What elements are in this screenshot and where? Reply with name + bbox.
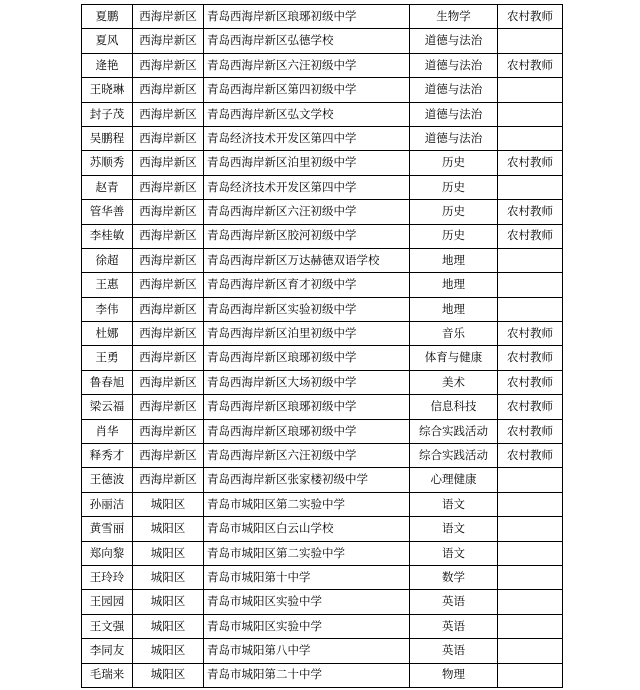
table-row (82, 541, 563, 565)
school-cell: 青岛西海岸新区弘文学校 (204, 102, 410, 126)
note-cell (498, 639, 563, 663)
note-cell: 农村教师 (498, 5, 563, 29)
table-row (82, 322, 563, 346)
note-cell (498, 492, 563, 516)
school-cell: 青岛市城阳区第二实验中学 (204, 492, 410, 516)
district-cell: 西海岸新区 (133, 102, 204, 126)
teacher-name-cell: 王玲玲 (82, 565, 133, 589)
district-cell: 西海岸新区 (133, 5, 204, 29)
school-cell: 青岛西海岸新区育才初级中学 (204, 273, 410, 297)
district-cell: 西海岸新区 (133, 468, 204, 492)
note-cell: 农村教师 (498, 370, 563, 394)
teacher-name-cell: 黄雪丽 (82, 517, 133, 541)
subject-cell: 数学 (410, 565, 498, 589)
school-cell: 青岛市城阳区实验中学 (204, 590, 410, 614)
district-cell: 西海岸新区 (133, 53, 204, 77)
school-cell: 青岛经济技术开发区第四中学 (204, 126, 410, 150)
subject-cell: 英语 (410, 590, 498, 614)
table-row (82, 492, 563, 516)
teacher-name-cell: 逄艳 (82, 53, 133, 77)
school-cell: 青岛西海岸新区琅琊初级中学 (204, 395, 410, 419)
district-cell: 西海岸新区 (133, 444, 204, 468)
subject-cell: 历史 (410, 224, 498, 248)
teacher-name-cell: 王园园 (82, 590, 133, 614)
table-row (82, 297, 563, 321)
teacher-name-cell: 王惠 (82, 273, 133, 297)
note-cell (498, 29, 563, 53)
teacher-list-table (81, 4, 563, 688)
school-cell: 青岛西海岸新区第四初级中学 (204, 78, 410, 102)
district-cell: 城阳区 (133, 590, 204, 614)
note-cell: 农村教师 (498, 224, 563, 248)
school-cell: 青岛西海岸新区实验初级中学 (204, 297, 410, 321)
note-cell (498, 663, 563, 687)
district-cell: 西海岸新区 (133, 322, 204, 346)
district-cell: 西海岸新区 (133, 346, 204, 370)
table-row (82, 590, 563, 614)
district-cell: 西海岸新区 (133, 126, 204, 150)
school-cell: 青岛市城阳第八中学 (204, 639, 410, 663)
note-cell (498, 565, 563, 589)
school-cell: 青岛西海岸新区琅琊初级中学 (204, 419, 410, 443)
school-cell: 青岛西海岸新区六汪初级中学 (204, 200, 410, 224)
school-cell: 青岛市城阳区第二实验中学 (204, 541, 410, 565)
subject-cell: 物理 (410, 663, 498, 687)
table-row (82, 5, 563, 29)
teacher-name-cell: 孙丽洁 (82, 492, 133, 516)
school-cell: 青岛西海岸新区万达赫德双语学校 (204, 248, 410, 272)
subject-cell: 历史 (410, 200, 498, 224)
teacher-name-cell: 王晓琳 (82, 78, 133, 102)
teacher-name-cell: 王德波 (82, 468, 133, 492)
teacher-name-cell: 杜娜 (82, 322, 133, 346)
subject-cell: 生物学 (410, 5, 498, 29)
district-cell: 城阳区 (133, 517, 204, 541)
school-cell: 青岛西海岸新区琅琊初级中学 (204, 5, 410, 29)
note-cell (498, 78, 563, 102)
subject-cell: 道德与法治 (410, 53, 498, 77)
school-cell: 青岛西海岸新区胶河初级中学 (204, 224, 410, 248)
district-cell: 城阳区 (133, 639, 204, 663)
district-cell: 城阳区 (133, 663, 204, 687)
school-cell: 青岛市城阳区实验中学 (204, 614, 410, 638)
teacher-name-cell: 郑向黎 (82, 541, 133, 565)
subject-cell: 地理 (410, 297, 498, 321)
note-cell (498, 468, 563, 492)
subject-cell: 道德与法治 (410, 78, 498, 102)
school-cell: 青岛市城阳第二十中学 (204, 663, 410, 687)
teacher-name-cell: 鲁春旭 (82, 370, 133, 394)
note-cell: 农村教师 (498, 346, 563, 370)
subject-cell: 语文 (410, 492, 498, 516)
teacher-name-cell: 王勇 (82, 346, 133, 370)
teacher-name-cell: 封子茂 (82, 102, 133, 126)
teacher-name-cell: 肖华 (82, 419, 133, 443)
subject-cell: 美术 (410, 370, 498, 394)
school-cell: 青岛西海岸新区大场初级中学 (204, 370, 410, 394)
district-cell: 西海岸新区 (133, 395, 204, 419)
table-row (82, 565, 563, 589)
note-cell (498, 175, 563, 199)
table-row (82, 663, 563, 687)
school-cell: 青岛市城阳区白云山学校 (204, 517, 410, 541)
school-cell: 青岛经济技术开发区第四中学 (204, 175, 410, 199)
table-row (82, 273, 563, 297)
school-cell: 青岛西海岸新区泊里初级中学 (204, 322, 410, 346)
teacher-name-cell: 李桂敏 (82, 224, 133, 248)
school-cell: 青岛西海岸新区泊里初级中学 (204, 151, 410, 175)
teacher-name-cell: 李伟 (82, 297, 133, 321)
table-row (82, 224, 563, 248)
note-cell (498, 273, 563, 297)
note-cell (498, 590, 563, 614)
teacher-name-cell: 夏鹏 (82, 5, 133, 29)
note-cell (498, 297, 563, 321)
note-cell: 农村教师 (498, 322, 563, 346)
district-cell: 西海岸新区 (133, 224, 204, 248)
district-cell: 城阳区 (133, 614, 204, 638)
table-row (82, 200, 563, 224)
district-cell: 西海岸新区 (133, 151, 204, 175)
table-row (82, 639, 563, 663)
teacher-name-cell: 苏顺秀 (82, 151, 133, 175)
subject-cell: 英语 (410, 639, 498, 663)
table-row (82, 370, 563, 394)
district-cell: 西海岸新区 (133, 419, 204, 443)
subject-cell: 道德与法治 (410, 29, 498, 53)
table-row (82, 102, 563, 126)
subject-cell: 综合实践活动 (410, 419, 498, 443)
school-cell: 青岛西海岸新区弘德学校 (204, 29, 410, 53)
table-row (82, 78, 563, 102)
table-row (82, 126, 563, 150)
district-cell: 西海岸新区 (133, 78, 204, 102)
subject-cell: 道德与法治 (410, 126, 498, 150)
school-cell: 青岛西海岸新区六汪初级中学 (204, 53, 410, 77)
district-cell: 西海岸新区 (133, 370, 204, 394)
table-row (82, 517, 563, 541)
school-cell: 青岛西海岸新区琅琊初级中学 (204, 346, 410, 370)
note-cell (498, 541, 563, 565)
teacher-name-cell: 赵青 (82, 175, 133, 199)
table-row (82, 346, 563, 370)
district-cell: 西海岸新区 (133, 200, 204, 224)
table-row (82, 614, 563, 638)
teacher-name-cell: 释秀才 (82, 444, 133, 468)
district-cell: 城阳区 (133, 565, 204, 589)
district-cell: 西海岸新区 (133, 297, 204, 321)
table-row (82, 151, 563, 175)
table-row (82, 395, 563, 419)
teacher-name-cell: 李同友 (82, 639, 133, 663)
note-cell (498, 614, 563, 638)
teacher-name-cell: 管华善 (82, 200, 133, 224)
school-cell: 青岛市城阳第十中学 (204, 565, 410, 589)
district-cell: 城阳区 (133, 492, 204, 516)
subject-cell: 历史 (410, 151, 498, 175)
district-cell: 西海岸新区 (133, 175, 204, 199)
note-cell (498, 102, 563, 126)
district-cell: 西海岸新区 (133, 273, 204, 297)
table-row (82, 175, 563, 199)
note-cell: 农村教师 (498, 53, 563, 77)
district-cell: 西海岸新区 (133, 248, 204, 272)
note-cell: 农村教师 (498, 395, 563, 419)
table-row (82, 53, 563, 77)
school-cell: 青岛西海岸新区张家楼初级中学 (204, 468, 410, 492)
subject-cell: 语文 (410, 541, 498, 565)
teacher-name-cell: 夏风 (82, 29, 133, 53)
subject-cell: 体育与健康 (410, 346, 498, 370)
subject-cell: 音乐 (410, 322, 498, 346)
subject-cell: 综合实践活动 (410, 444, 498, 468)
note-cell: 农村教师 (498, 444, 563, 468)
subject-cell: 道德与法治 (410, 102, 498, 126)
subject-cell: 心理健康 (410, 468, 498, 492)
teacher-name-cell: 徐超 (82, 248, 133, 272)
table-row (82, 444, 563, 468)
table-row (82, 248, 563, 272)
district-cell: 西海岸新区 (133, 29, 204, 53)
note-cell: 农村教师 (498, 200, 563, 224)
subject-cell: 信息科技 (410, 395, 498, 419)
table-row (82, 468, 563, 492)
table-row (82, 29, 563, 53)
subject-cell: 地理 (410, 273, 498, 297)
school-cell: 青岛西海岸新区六汪初级中学 (204, 444, 410, 468)
district-cell: 城阳区 (133, 541, 204, 565)
note-cell (498, 126, 563, 150)
teacher-name-cell: 王文强 (82, 614, 133, 638)
note-cell: 农村教师 (498, 151, 563, 175)
teacher-name-cell: 吴鹏程 (82, 126, 133, 150)
teacher-name-cell: 毛瑞来 (82, 663, 133, 687)
note-cell (498, 517, 563, 541)
note-cell (498, 248, 563, 272)
table-row (82, 419, 563, 443)
subject-cell: 英语 (410, 614, 498, 638)
subject-cell: 历史 (410, 175, 498, 199)
subject-cell: 语文 (410, 517, 498, 541)
subject-cell: 地理 (410, 248, 498, 272)
teacher-list-body (82, 5, 563, 688)
teacher-name-cell: 梁云福 (82, 395, 133, 419)
note-cell: 农村教师 (498, 419, 563, 443)
